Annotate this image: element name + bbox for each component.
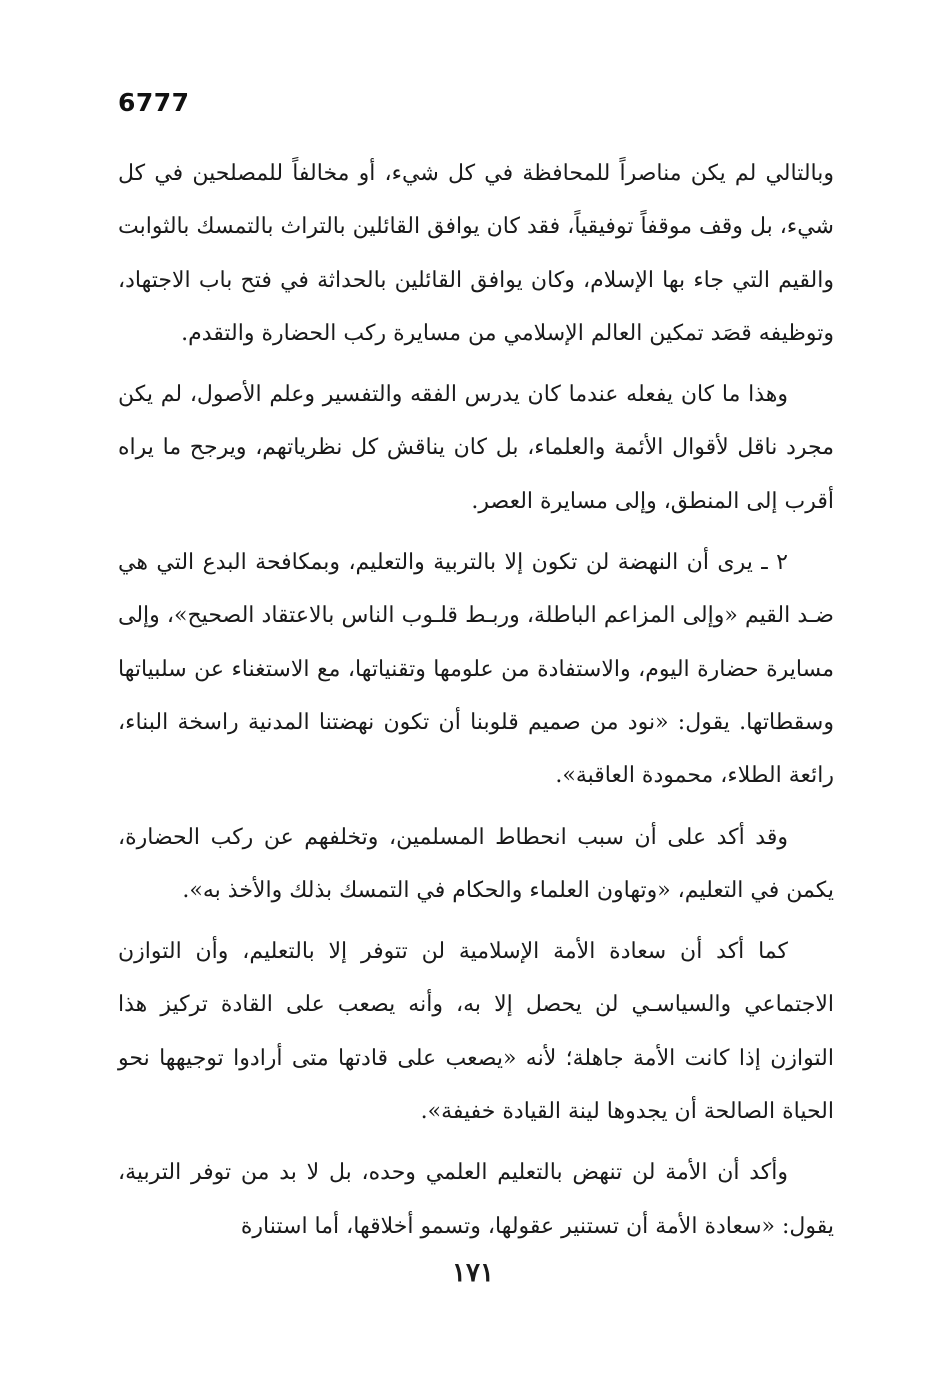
- page-id-label: 6777: [118, 88, 190, 117]
- paragraph-3: ٢ ـ يرى أن النهضة لن تكون إلا بالتربية والتعليم، وبمكافحة البدع التي هي ضـد القيم «وإلى المزاعم الباطلة، وربـط قلـوب الناس بالاعتقاد الصحيح»، وإلى مسايرة حضارة اليوم، والاستفادة من علومها وتقنياتها، مع الاستغناء عن سلبياتها وسقطاتها. يقول: «نود من صميم قلوبنا أن تكون نهضتنا المدنية راسخة البناء، رائعة الطلاء، محمودة العاقبة».: [118, 550, 834, 789]
- paragraph-2: وهذا ما كان يفعله عندما كان يدرس الفقه والتفسير وعلم الأصول، لم يكن مجرد ناقل لأقوال الأئمة والعلماء، بل كان يناقش كل نظرياتهم، ويرجح ما يراه أقرب إلى المنطق، وإلى مسايرة العصر.: [118, 382, 834, 514]
- paragraph-6: وأكد أن الأمة لن تنهض بالتعليم العلمي وحده، بل لا بد من توفر التربية، يقول: «سعادة الأمة أن تستنير عقولها، وتسمو أخلاقها، أما استنارة: [118, 1160, 834, 1239]
- page-number: ١٧١: [452, 1258, 494, 1288]
- paragraph-1: وبالتالي لم يكن مناصراً للمحافظة في كل شيء، أو مخالفاً للمصلحين في كل شيء، بل وقف موقفاً توفيقياً، فقد كان يوافق القائلين بالتراث بالتمسك بالثوابت والقيم التي جاء بها الإسلام، وكان يوافق القائلين بالحداثة في فتح باب الاجتهاد، وتوظيفه قصَد تمكين العالم الإسلامي من مسايرة ركب الحضارة والتقدم.: [118, 161, 834, 346]
- paragraph-4: وقد أكد على أن سبب انحطاط المسلمين، وتخلفهم عن ركب الحضارة، يكمن في التعليم، «وتهاون العلماء والحكام في التمسك بذلك والأخذ به».: [118, 824, 834, 903]
- paragraph-5: كما أكد أن سعادة الأمة الإسلامية لن تتوفر إلا بالتعليم، وأن التوازن الاجتماعي والسياسـي لن يحصل إلا به، وأنه يصعب على القادة تركيز هذا التوازن إذا كانت الأمة جاهلة؛ لأنه «يصعب على قادتها متى أرادوا توجيهها نحو الحياة الصالحة أن يجدوها لينة القيادة خفيفة».: [118, 939, 834, 1125]
- body-text: [118, 147, 834, 1261]
